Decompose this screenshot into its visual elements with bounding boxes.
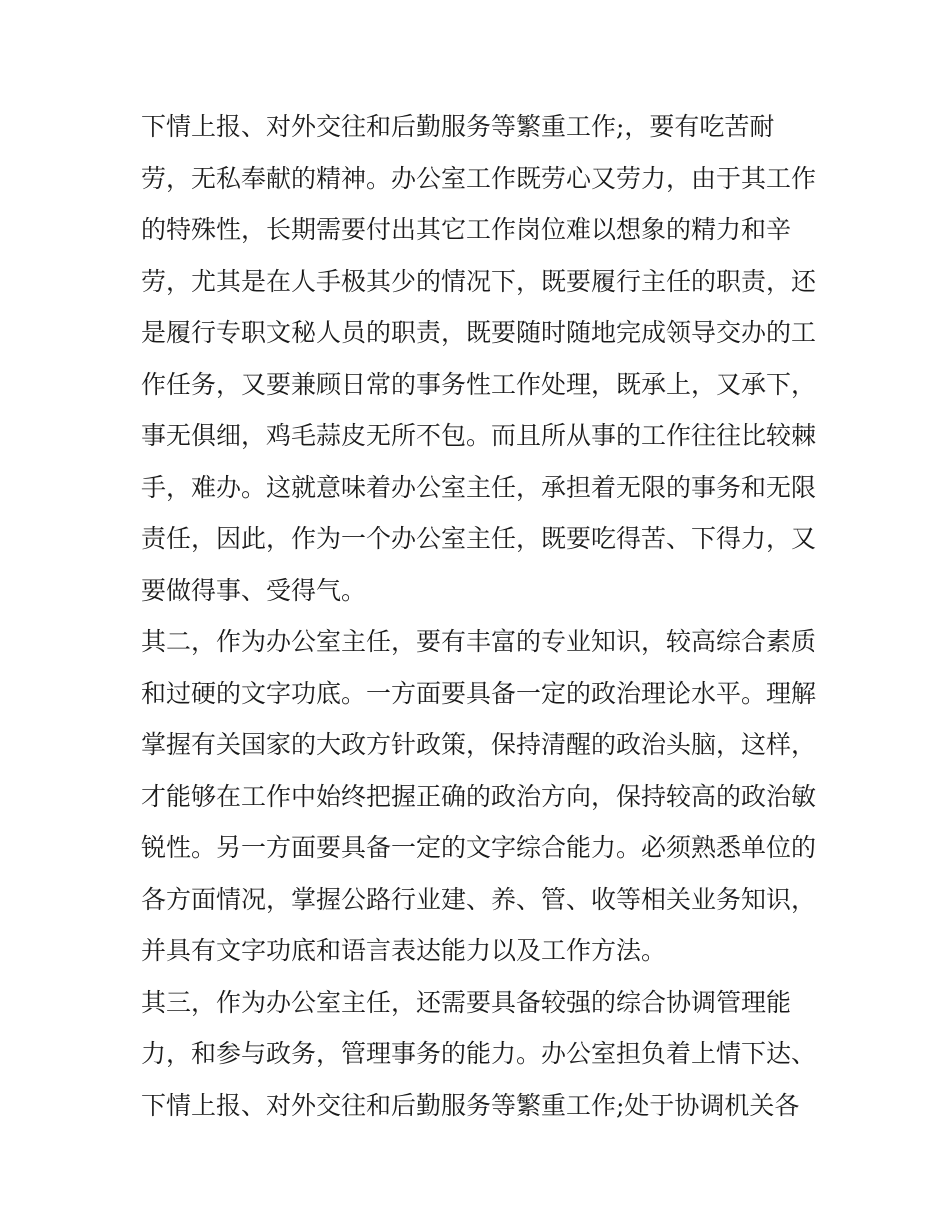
text-line: 其二，作为办公室主任，要有丰富的专业知识，较高综合素质: [141, 627, 817, 656]
text-line: 劳，无私奉献的精神。办公室工作既劳心又劳力，由于其工作: [141, 164, 817, 193]
text-line: 下情上报、对外交往和后勤服务等繁重工作;，要有吃苦耐: [141, 112, 775, 141]
text-line: 作任务，又要兼顾日常的事务性工作处理，既承上，又承下，: [141, 370, 817, 399]
text-line: 劳，尤其是在人手极其少的情况下，既要履行主任的职责，还: [141, 267, 817, 296]
text-line: 其三，作为办公室主任，还需要具备较强的综合协调管理能: [141, 988, 792, 1017]
text-line: 锐性。另一方面要具备一定的文字综合能力。必须熟悉单位的: [141, 833, 817, 862]
text-line: 事无俱细，鸡毛蒜皮无所不包。而且所从事的工作往往比较棘: [141, 421, 817, 450]
text-line: 是履行专职文秘人员的职责，既要随时随地完成领导交办的工: [141, 318, 817, 347]
text-line: 并具有文字功底和语言表达能力以及工作方法。: [141, 936, 667, 965]
text-line: 和过硬的文字功底。一方面要具备一定的政治理论水平。理解: [141, 679, 817, 708]
text-line: 才能够在工作中始终把握正确的政治方向，保持较高的政治敏: [141, 782, 817, 811]
text-line: 责任，因此，作为一个办公室主任，既要吃得苦、下得力，又: [141, 524, 817, 553]
text-line: 下情上报、对外交往和后勤服务等繁重工作;处于协调机关各: [141, 1091, 800, 1120]
text-line: 掌握有关国家的大政方针政策，保持清醒的政治头脑，这样，: [141, 730, 817, 759]
text-line: 各方面情况，掌握公路行业建、养、管、收等相关业务知识，: [141, 885, 817, 914]
text-line: 要做得事、受得气。: [141, 576, 367, 605]
text-line: 手，难办。这就意味着办公室主任，承担着无限的事务和无限: [141, 473, 817, 502]
text-line: 力，和参与政务，管理事务的能力。办公室担负着上情下达、: [141, 1039, 817, 1068]
text-line: 的特殊性，长期需要付出其它工作岗位难以想象的精力和辛: [141, 215, 792, 244]
